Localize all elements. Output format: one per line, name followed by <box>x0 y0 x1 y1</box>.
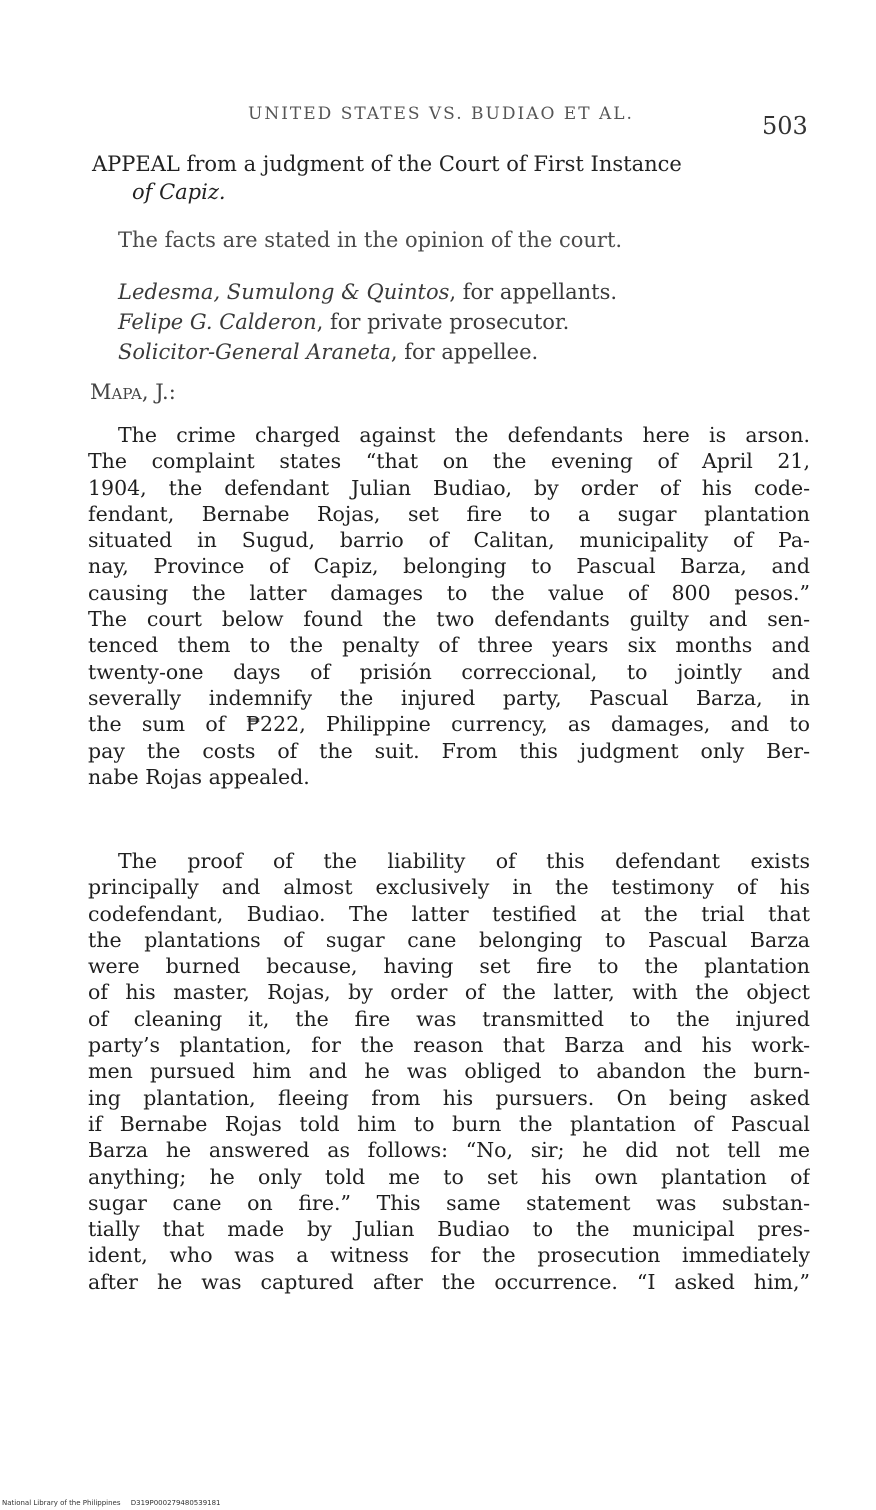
paragraph-line: the sum of ₱222, Philippine currency, as damages, and to <box>88 712 810 737</box>
paragraph-line: The complaint states “that on the evening of April 21, <box>88 449 810 474</box>
paragraph-line: the plantations of sugar cane belonging to Pascual Barza <box>88 927 810 952</box>
counsel-name: Felipe G. Calderon <box>118 310 317 334</box>
paragraph-line: Barza he answered as follows: “No, sir; he did not tell me <box>88 1138 810 1163</box>
paragraph-line: fendant, Bernabe Rojas, set fire to a sugar plantation <box>88 501 810 526</box>
appeal-line-1: APPEAL from a judgment of the Court of First Instance <box>92 152 682 176</box>
counsel-line <box>118 338 808 368</box>
library-credit: National Library of the Philippines <box>2 1499 121 1507</box>
paragraph-line: of his master, Rojas, by order of the latter, with the object <box>88 980 810 1005</box>
paragraph-line: nabe Rojas appealed. <box>88 764 310 789</box>
paragraph-line: tially that made by Julian Budiao to the municipal pres- <box>88 1217 810 1242</box>
counsel-role: , for appellants. <box>449 280 618 304</box>
appeal-line-2: of Capiz. <box>132 180 226 204</box>
scan-footer <box>2 1499 229 1507</box>
paragraph-line: codefendant, Budiao. The latter testified at the trial that <box>88 901 810 926</box>
paragraph-line: situated in Sugud, barrio of Calitan, municipality of Pa- <box>88 528 810 553</box>
paragraph-line: twenty-one days of prisión correccional, to jointly and <box>88 659 810 684</box>
paragraph-line: if Bernabe Rojas told him to burn the plantation of Pascual <box>88 1111 810 1136</box>
paragraph-line: sugar cane on fire.” This same statement was substan- <box>88 1190 810 1215</box>
facts-statement: The facts are stated in the opinion of the court. <box>118 228 623 252</box>
paragraph-line: 1904, the defendant Julian Budiao, by order of his code- <box>88 475 810 500</box>
counsel-name: Ledesma, Sumulong & Quintos <box>118 280 450 304</box>
scan-id: D319P000279480539181 <box>130 1499 221 1507</box>
paragraph-line: tenced them to the penalty of three years six months and <box>88 633 810 658</box>
appeal-statement <box>92 150 812 206</box>
counsel-role: , for private prosecutor. <box>316 310 570 334</box>
paragraph-line: of cleaning it, the fire was transmitted to the injured <box>88 1006 810 1031</box>
opinion-paragraph-1 <box>88 422 810 790</box>
paragraph-line: The court below found the two defendants guilty and sen- <box>88 607 810 632</box>
counsel-line <box>118 278 808 308</box>
counsel-line <box>118 308 808 338</box>
paragraph-line: The proof of the liability of this defendant exists <box>118 849 810 873</box>
paragraph-line: party’s plantation, for the reason that Barza and his work- <box>88 1033 810 1058</box>
running-head: UNITED STATES VS. BUDIAO ET AL. <box>248 104 634 124</box>
paragraph-line: causing the latter damages to the value of 800 pesos.” <box>88 580 810 605</box>
paragraph-line: nay, Province of Capiz, belonging to Pascual Barza, and <box>88 554 810 579</box>
paragraph-line: after he was captured after the occurrence. “I asked him,” <box>88 1269 810 1294</box>
judge-name: Mapa, J.: <box>90 380 176 404</box>
opinion-paragraph-2 <box>88 848 810 1295</box>
page-header <box>0 98 876 138</box>
page-number: 503 <box>762 112 808 140</box>
paragraph-line: were burned because, having set fire to the plantation <box>88 954 810 979</box>
paragraph-line: principally and almost exclusively in the testimony of his <box>88 875 810 900</box>
paragraph-line: ident, who was a witness for the prosecution immediately <box>88 1243 810 1268</box>
counsel-role: , for appellee. <box>390 340 539 364</box>
paragraph-line: anything; he only told me to set his own plantation of <box>88 1164 810 1189</box>
paragraph-line: The crime charged against the defendants here is arson. <box>118 423 810 447</box>
counsel-name: Solicitor-General Araneta <box>118 340 391 364</box>
paragraph-line: severally indemnify the injured party, Pascual Barza, in <box>88 685 810 710</box>
paragraph-line: ing plantation, fleeing from his pursuers. On being asked <box>88 1085 810 1110</box>
paragraph-line: men pursued him and he was obliged to abandon the burn- <box>88 1059 810 1084</box>
counsel-list <box>118 278 808 368</box>
paragraph-line: pay the costs of the suit. From this judgment only Ber- <box>88 738 810 763</box>
